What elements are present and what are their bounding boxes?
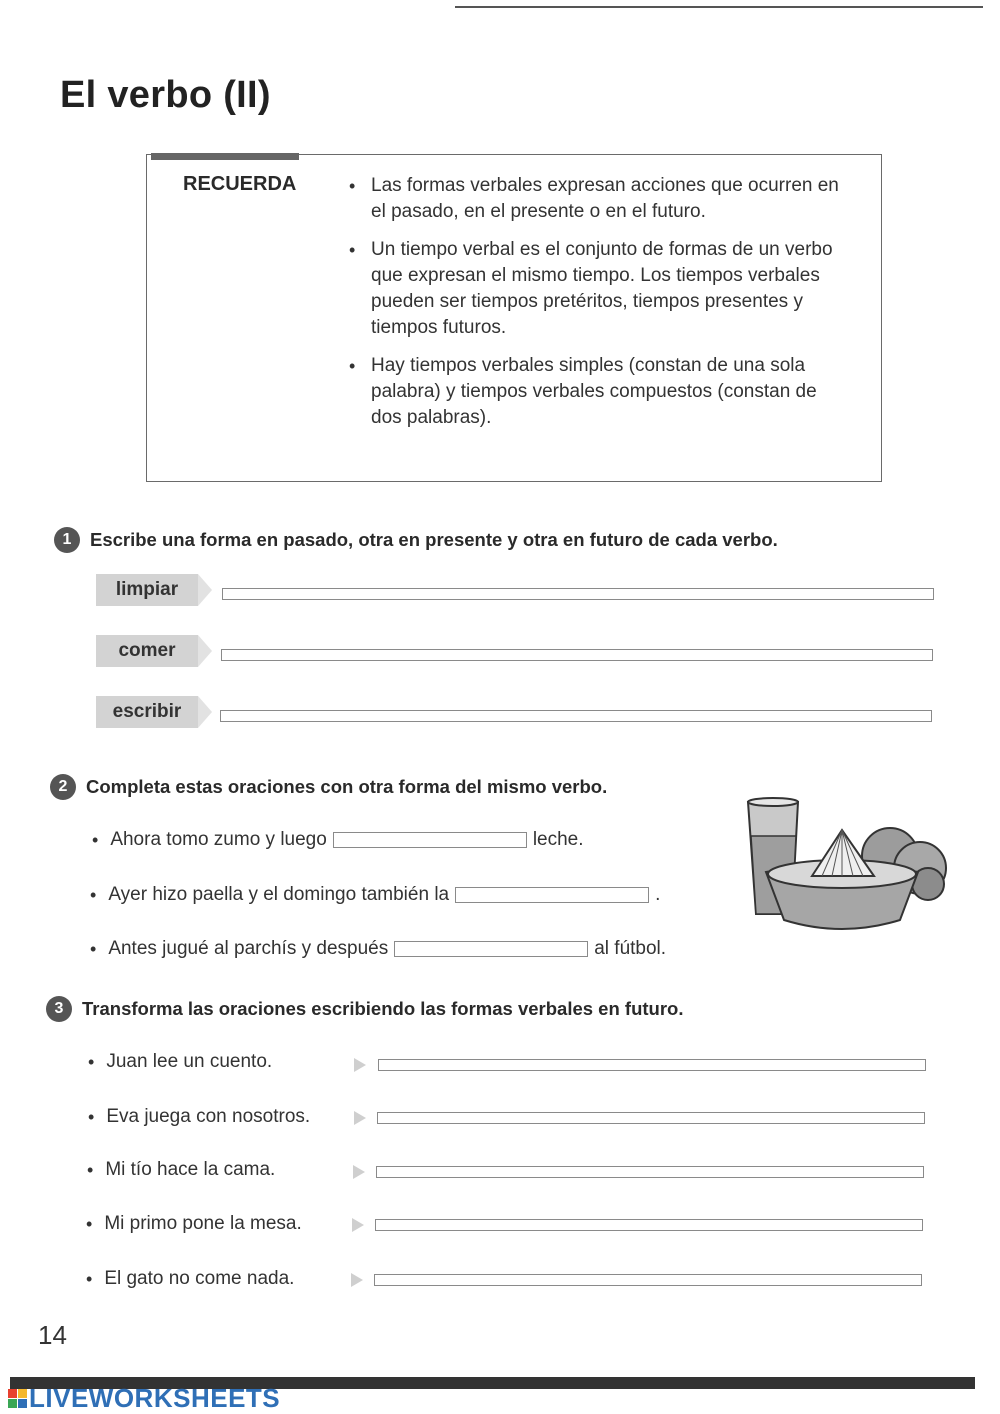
answer-input-comer[interactable] [221,649,933,661]
future-answer-input[interactable] [376,1166,924,1178]
sentence-text: Juan lee un cuento. [106,1051,273,1072]
recuerda-bullets [347,173,847,443]
recuerda-bullet: • Las formas verbales expresan acciones que ocurren en el pasado, en el presente o en el futuro. [347,173,847,225]
fill-in-input[interactable] [333,832,527,848]
verb-label: limpiar [115,579,179,600]
arrow-icon [354,1058,366,1072]
future-answer-input[interactable] [377,1112,925,1124]
exercise-1-instruction: Escribe una forma en pasado, otra en presente y otra en futuro de cada verbo. [90,529,778,550]
exercise-2-number: 2 [50,774,76,800]
exercise-3-header [46,996,683,1022]
verb-label: escribir [112,701,182,722]
fill-in-input[interactable] [455,887,649,903]
exercise-2-header [50,774,607,800]
answer-input-escribir[interactable] [220,710,932,722]
page-number: 14 [38,1320,67,1350]
sentence-after: al fútbol. [594,938,667,959]
sentence-after: leche. [532,829,584,850]
recuerda-box [146,154,882,482]
exercise-1-header [54,527,778,553]
exercise-2-sentence: • Ahora tomo zumo y luego leche. [92,829,584,850]
juice-and-squeezer-illustration [740,796,950,942]
recuerda-bullet: • Hay tiempos verbales simples (constan de una sola palabra) y tiempos verbales compuestos (constan de dos palabras). [347,353,847,431]
arrow-icon [353,1165,365,1179]
exercise-3-sentence: • El gato no come nada. [86,1268,295,1289]
future-answer-input[interactable] [374,1274,922,1286]
sentence-text: Mi primo pone la mesa. [104,1213,302,1234]
exercise-3-sentence: • Mi tío hace la cama. [87,1159,276,1180]
recuerda-tab [151,153,299,160]
sentence-text: Eva juega con nosotros. [106,1106,311,1127]
brand-text: LIVEWORKSHEETS [29,1383,281,1413]
exercise-3-sentence: • Eva juega con nosotros. [88,1106,311,1127]
exercise-2-sentence: • Antes jugué al parchís y después al fútbol. [90,938,667,959]
verb-tag-limpiar [96,574,198,606]
exercise-3-sentence: • Juan lee un cuento. [88,1051,273,1072]
sentence-text: Mi tío hace la cama. [105,1159,276,1180]
sentence-before: Ahora tomo zumo y luego [110,829,327,850]
verb-label: comer [118,640,176,661]
exercise-3-number: 3 [46,996,72,1022]
sentence-after: . [655,884,661,905]
exercise-3-instruction: Transforma las oraciones escribiendo las formas verbales en futuro. [82,998,684,1019]
sentence-text: El gato no come nada. [104,1268,295,1289]
recuerda-bullet: • Un tiempo verbal es el conjunto de formas de un verbo que expresan el mismo tiempo. Los tiempos verbales pueden ser tiempos pretéritos, tiempos presentes y tiempos futuros. [347,237,847,341]
sentence-before: Antes jugué al parchís y después [108,938,389,959]
verb-tag-escribir [96,696,198,728]
exercise-1-number: 1 [54,527,80,553]
top-rule [455,6,983,8]
verb-tag-comer [96,635,198,667]
arrow-icon [352,1218,364,1232]
exercise-2-sentence: • Ayer hizo paella y el domingo también la . [90,884,661,905]
exercise-2-instruction: Completa estas oraciones con otra forma del mismo verbo. [86,776,608,797]
liveworksheets-icon [8,1389,27,1408]
future-answer-input[interactable] [375,1219,923,1231]
recuerda-label: RECUERDA [183,173,297,195]
arrow-icon [351,1273,363,1287]
sentence-before: Ayer hizo paella y el domingo también la [108,884,450,905]
exercise-3-sentence: • Mi primo pone la mesa. [86,1213,302,1234]
liveworksheets-logo[interactable] [8,1383,280,1414]
answer-input-limpiar[interactable] [222,588,934,600]
future-answer-input[interactable] [378,1059,926,1071]
fill-in-input[interactable] [394,941,588,957]
arrow-icon [354,1111,366,1125]
page-title: El verbo (II) [60,74,271,116]
